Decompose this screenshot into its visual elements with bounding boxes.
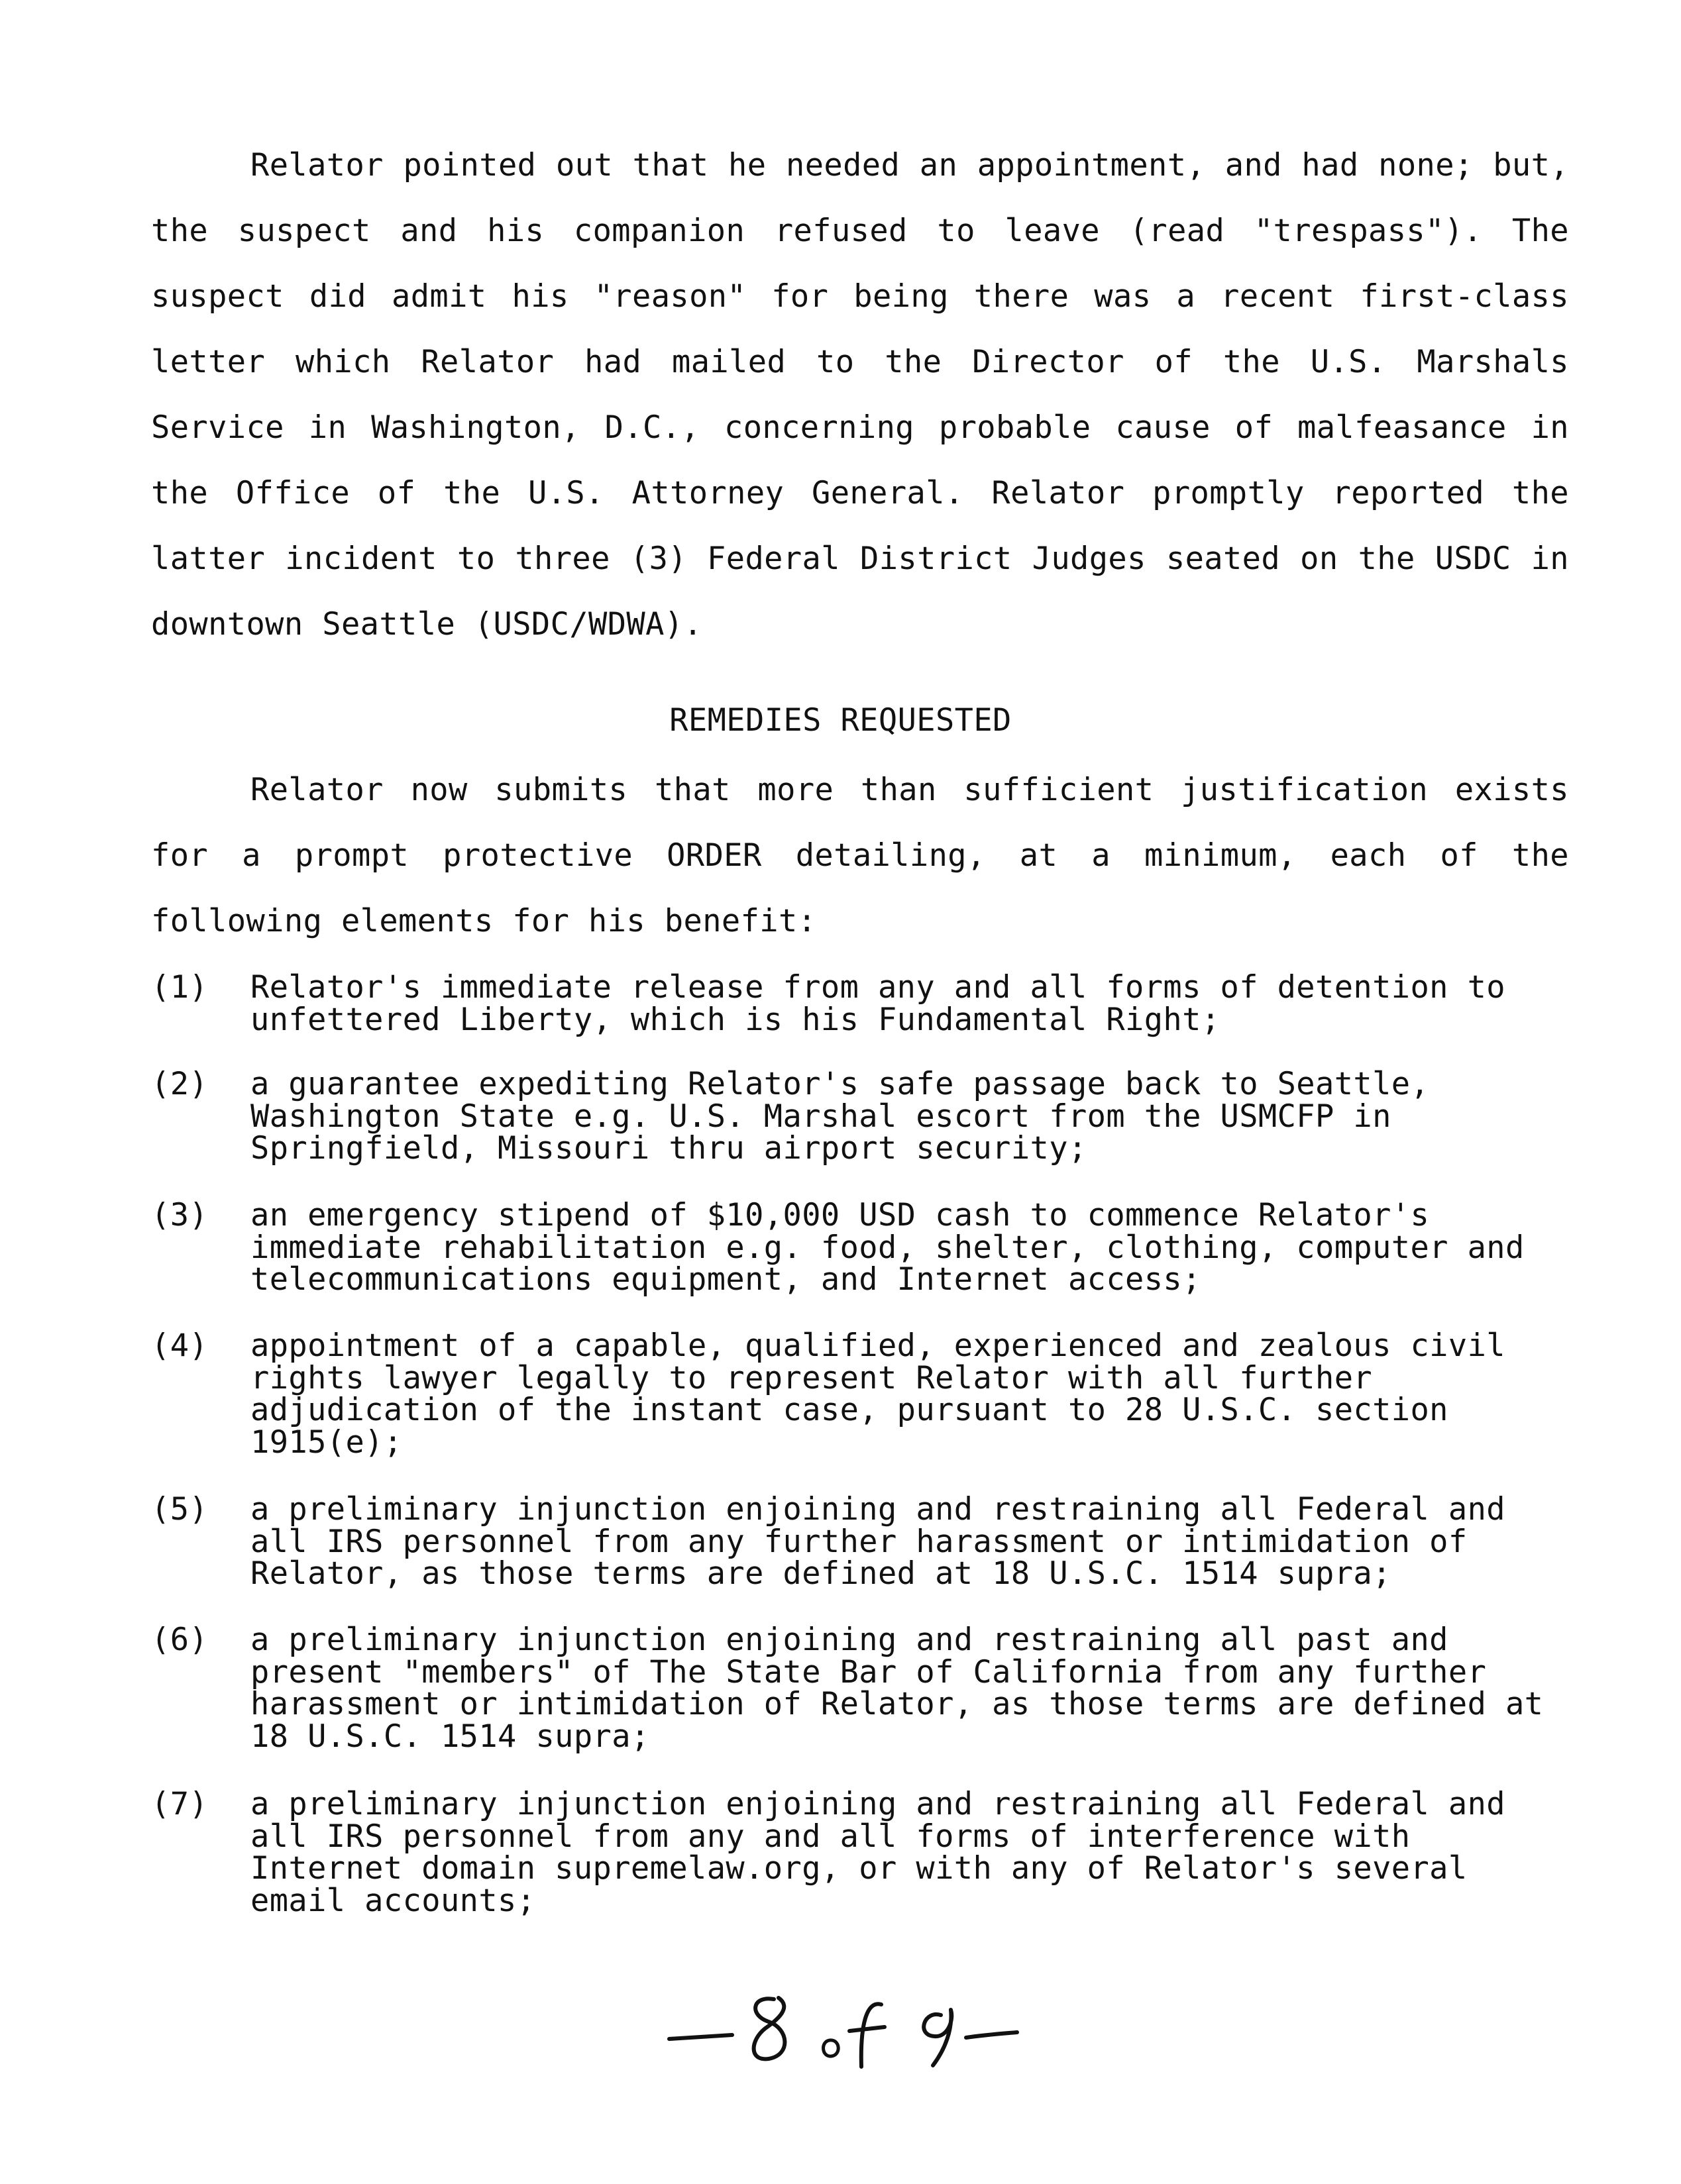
remedy-text: appointment of a capable, qualified, experienced and zealous civil rights lawyer legally to represent Relator with all further adjudication of the instant case, pursuant to 28 U.S.C. section 1915(e); bbox=[250, 1327, 1505, 1461]
remedy-number: (4) bbox=[151, 1327, 209, 1364]
remedy-item-6 bbox=[151, 1624, 1569, 1753]
remedy-number: (1) bbox=[151, 969, 209, 1006]
remedy-text: an emergency stipend of $10,000 USD cash to commence Relator's immediate rehabilitation e.g. food, shelter, clothing, computer and telecommunications equipment, and Internet access; bbox=[250, 1197, 1525, 1298]
remedy-number: (5) bbox=[151, 1491, 209, 1528]
remedy-item-1 bbox=[151, 969, 1569, 1038]
body-paragraph-1: Relator pointed out that he needed an appointment, and had none; but, the suspect and his companion refused to leave (read "trespass"). The suspect did admit his "reason" for being there was a recent first-class letter which Relator had mailed to the Director of the U.S. Marshals Service in Washington, D.C., concerning probable cause of malfeasance in the Office of the U.S. Attorney General. Relator promptly reported the latter incident to three (3) Federal District Judges seated on the USDC in downtown Seattle (USDC/WDWA). bbox=[151, 147, 1569, 643]
remedy-text: a guarantee expediting Relator's safe passage back to Seattle, Washington State e.g. U.S. Marshal escort from the USMCFP in Springfield, Missouri thru airport security; bbox=[250, 1066, 1430, 1167]
remedy-text: a preliminary injunction enjoining and restraining all Federal and all IRS personnel from any further harassment or intimidation of Relator, as those terms are defined at 18 U.S.C. 1514 supra; bbox=[250, 1491, 1505, 1592]
remedy-text: a preliminary injunction enjoining and restraining all Federal and all IRS personnel from any and all forms of interference with Internet domain supremelaw.org, or with any of Relator's several email accounts; bbox=[250, 1786, 1505, 1919]
remedy-number: (2) bbox=[151, 1066, 209, 1102]
remedy-number: (7) bbox=[151, 1786, 209, 1822]
remedy-item-3 bbox=[151, 1197, 1569, 1298]
remedy-item-7 bbox=[151, 1786, 1569, 1919]
remedy-item-4 bbox=[151, 1327, 1569, 1461]
body-paragraph-2: Relator now submits that more than sufficient justification exists for a prompt protective ORDER detailing, at a minimum, each of the following elements for his benefit: bbox=[151, 772, 1569, 939]
remedy-text: Relator's immediate release from any and all forms of detention to unfettered Liberty, which is his Fundamental Right; bbox=[250, 969, 1505, 1038]
remedy-number: (3) bbox=[151, 1197, 209, 1233]
remedy-number: (6) bbox=[151, 1622, 209, 1658]
remedy-text: a preliminary injunction enjoining and restraining all past and present "members" of The State Bar of California from any further harassment or intimidation of Relator, as those terms are defined at 18 U.S.C. 1514 supra; bbox=[250, 1622, 1544, 1755]
remedy-item-5 bbox=[151, 1491, 1569, 1592]
section-heading: REMEDIES REQUESTED bbox=[669, 702, 1012, 739]
remedy-item-2 bbox=[151, 1068, 1569, 1165]
handwritten-page-number bbox=[656, 1981, 1027, 2073]
